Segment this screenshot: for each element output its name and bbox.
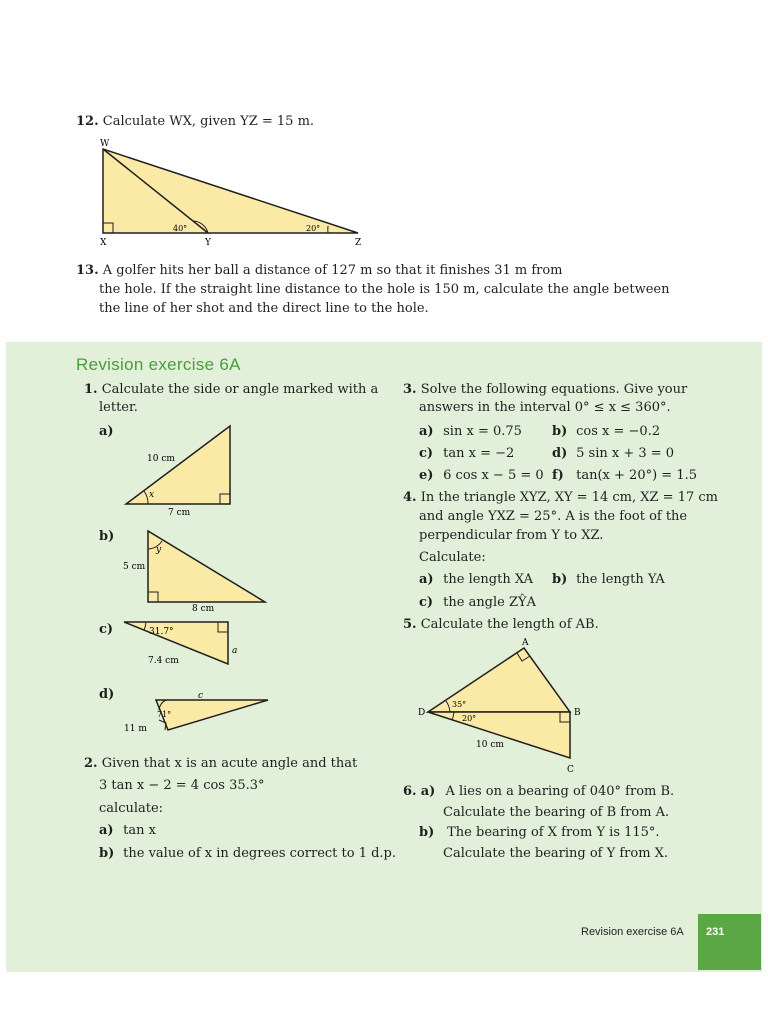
rev-q1d-label: d) <box>99 687 115 702</box>
q12-text <box>76 113 314 131</box>
rev-q4a-text: the length XA <box>443 572 534 587</box>
rev-q4-part-b <box>552 571 665 589</box>
rev-q1b-base: 8 cm <box>192 604 215 614</box>
rev-q3-part-a <box>419 423 522 441</box>
rev-q4-part-a <box>419 571 533 589</box>
rev-q3a-eq: sin x = 0.75 <box>443 424 522 439</box>
rev-q3e-label: e) <box>419 468 434 483</box>
rev-q5-label-b: B <box>574 708 581 718</box>
page-number: 231 <box>706 926 725 938</box>
q13-text-1: A golfer hits her ball a distance of 127 m so that it finishes 31 m from <box>102 263 563 278</box>
q12-triangle <box>103 149 358 233</box>
rev-q3c-label: c) <box>419 446 434 461</box>
rev-q3-part-f <box>552 467 697 485</box>
rev-q1d-side: 11 m <box>124 724 147 734</box>
rev-q4-line-1 <box>403 489 718 507</box>
rev-q3-number: 3. <box>403 382 417 397</box>
rev-q3d-label: d) <box>552 446 568 461</box>
rev-q3-text-1: Solve the following equations. Give your <box>420 382 688 397</box>
rev-q1d-var: c <box>198 691 204 701</box>
rev-q1b-side: 5 cm <box>123 562 146 572</box>
rev-q1a-diagram <box>120 420 240 520</box>
rev-q2-line-1 <box>84 755 357 773</box>
rev-q3-part-c <box>419 445 514 463</box>
rev-q4b-label: b) <box>552 572 568 587</box>
rev-q6a-label: a) <box>420 784 436 799</box>
rev-q5-triangle-abd <box>428 648 570 712</box>
rev-q1d-diagram <box>120 690 275 740</box>
rev-q3f-eq: tan(x + 20°) = 1.5 <box>576 468 697 483</box>
rev-q3d-eq: 5 sin x + 3 = 0 <box>576 446 675 461</box>
rev-q4a-label: a) <box>419 572 434 587</box>
rev-q1c-var: a <box>232 646 238 656</box>
rev-q6b-text-1: The bearing of X from Y is 115°. <box>447 825 660 840</box>
rev-q4b-text: the length YA <box>576 572 665 587</box>
rev-q5-label-a: A <box>522 638 529 648</box>
rev-q4-line-3: perpendicular from Y to XZ. <box>419 528 604 543</box>
rev-q6-number: 6. <box>403 784 417 799</box>
rev-q2-part-a <box>99 822 156 840</box>
q12-angle-40: 40° <box>173 224 188 233</box>
rev-q2a-text: tan x <box>123 823 156 838</box>
rev-q3-part-e <box>419 467 544 485</box>
rev-q5-number: 5. <box>403 617 417 632</box>
rev-q1c-side: 7.4 cm <box>148 656 179 666</box>
rev-q1-text-1: Calculate the side or angle marked with a <box>101 382 379 397</box>
page-number-box <box>698 914 761 970</box>
rev-q3b-eq: cos x = −0.2 <box>576 424 661 439</box>
q12-label-w: W <box>100 139 110 149</box>
rev-q1a-triangle <box>126 426 230 504</box>
rev-q2a-label: a) <box>99 823 114 838</box>
rev-q1c-angle: 31.7° <box>149 627 174 637</box>
q12-statement: Calculate WX, given YZ = 15 m. <box>102 114 315 129</box>
rev-q1-line-2: letter. <box>99 400 138 415</box>
rev-q4-calculate: Calculate: <box>419 550 486 565</box>
q13-number: 13. <box>76 263 99 278</box>
rev-q2-part-b <box>99 845 396 863</box>
rev-q3c-eq: tan x = −2 <box>443 446 515 461</box>
rev-q1a-hyp: 10 cm <box>147 454 175 464</box>
rev-q4-part-c <box>419 594 536 612</box>
rev-q4-text-1: In the triangle XYZ, XY = 14 cm, XZ = 17 cm <box>420 490 718 505</box>
rev-q6a-line-2: Calculate the bearing of B from A. <box>443 805 670 820</box>
q12-label-x: X <box>100 238 107 248</box>
rev-q6b-line-2: Calculate the bearing of Y from X. <box>443 846 669 861</box>
rev-q1b-var: y <box>156 545 162 555</box>
rev-q2b-text: the value of x in degrees correct to 1 d.p. <box>123 846 397 861</box>
revision-title: Revision exercise 6A <box>76 355 241 374</box>
rev-q3e-eq: 6 cos x − 5 = 0 <box>443 468 544 483</box>
rev-q4-line-2: and angle YXZ = 25°. A is the foot of the <box>419 509 688 524</box>
rev-q6b-label: b) <box>419 825 435 840</box>
rev-q5-diagram <box>410 636 590 778</box>
rev-q4-number: 4. <box>403 490 417 505</box>
rev-q5-triangle-bcd <box>428 712 570 758</box>
q12-label-z: Z <box>355 238 362 248</box>
rev-q1b-triangle <box>148 531 265 602</box>
rev-q1c-diagram <box>120 616 240 671</box>
rev-q3f-label: f) <box>552 468 564 483</box>
q13-line-1 <box>76 262 563 280</box>
q12-angle-20: 20° <box>306 224 321 233</box>
rev-q1d-angle: 71° <box>157 710 172 719</box>
rev-q1-line-1 <box>84 381 378 399</box>
rev-q1a-label: a) <box>99 424 114 439</box>
rev-q1a-base: 7 cm <box>168 508 191 518</box>
q12-number: 12. <box>76 114 99 129</box>
rev-q5-line <box>403 616 599 634</box>
rev-q6-part-b <box>419 824 660 842</box>
rev-q5-angle-20: 20° <box>462 714 477 723</box>
rev-q3a-label: a) <box>419 424 434 439</box>
rev-q3-line-2: answers in the interval 0° ≤ x ≤ 360°. <box>419 400 671 415</box>
q13-line-2: the hole. If the straight line distance to the hole is 150 m, calculate the angle between <box>99 282 670 297</box>
rev-q1b-diagram <box>120 525 270 615</box>
rev-q1d-triangle <box>156 700 268 730</box>
rev-q5-angle-35: 35° <box>452 700 467 709</box>
rev-q4c-text: the angle ZŶA <box>443 595 536 610</box>
rev-q2-equation: 3 tan x − 2 = 4 cos 35.3° <box>99 778 265 793</box>
footer-section-title: Revision exercise 6A <box>581 926 684 938</box>
rev-q1-number: 1. <box>84 382 98 397</box>
rev-q1c-label: c) <box>99 622 114 637</box>
q13-line-3: the line of her shot and the direct line to the hole. <box>99 301 429 316</box>
rev-q6a-text-1: A lies on a bearing of 040° from B. <box>445 784 675 799</box>
rev-q2-number: 2. <box>84 756 98 771</box>
rev-q5-text: Calculate the length of AB. <box>420 617 599 632</box>
rev-q3b-label: b) <box>552 424 568 439</box>
rev-q6-part-a <box>403 783 674 801</box>
rev-q1a-var: x <box>149 490 155 500</box>
rev-q2b-label: b) <box>99 846 115 861</box>
q12-label-y: Y <box>205 238 211 248</box>
rev-q1b-label: b) <box>99 529 115 544</box>
rev-q2-text: Given that x is an acute angle and that <box>101 756 358 771</box>
rev-q4c-label: c) <box>419 595 434 610</box>
rev-q5-side: 10 cm <box>476 740 504 750</box>
rev-q3-line-1 <box>403 381 687 399</box>
rev-q2-calculate: calculate: <box>99 801 164 816</box>
rev-q5-label-c: C <box>567 765 574 775</box>
rev-q3-part-d <box>552 445 674 463</box>
rev-q3-part-b <box>552 423 660 441</box>
rev-q5-label-d: D <box>418 708 426 718</box>
q12-diagram <box>90 136 380 251</box>
